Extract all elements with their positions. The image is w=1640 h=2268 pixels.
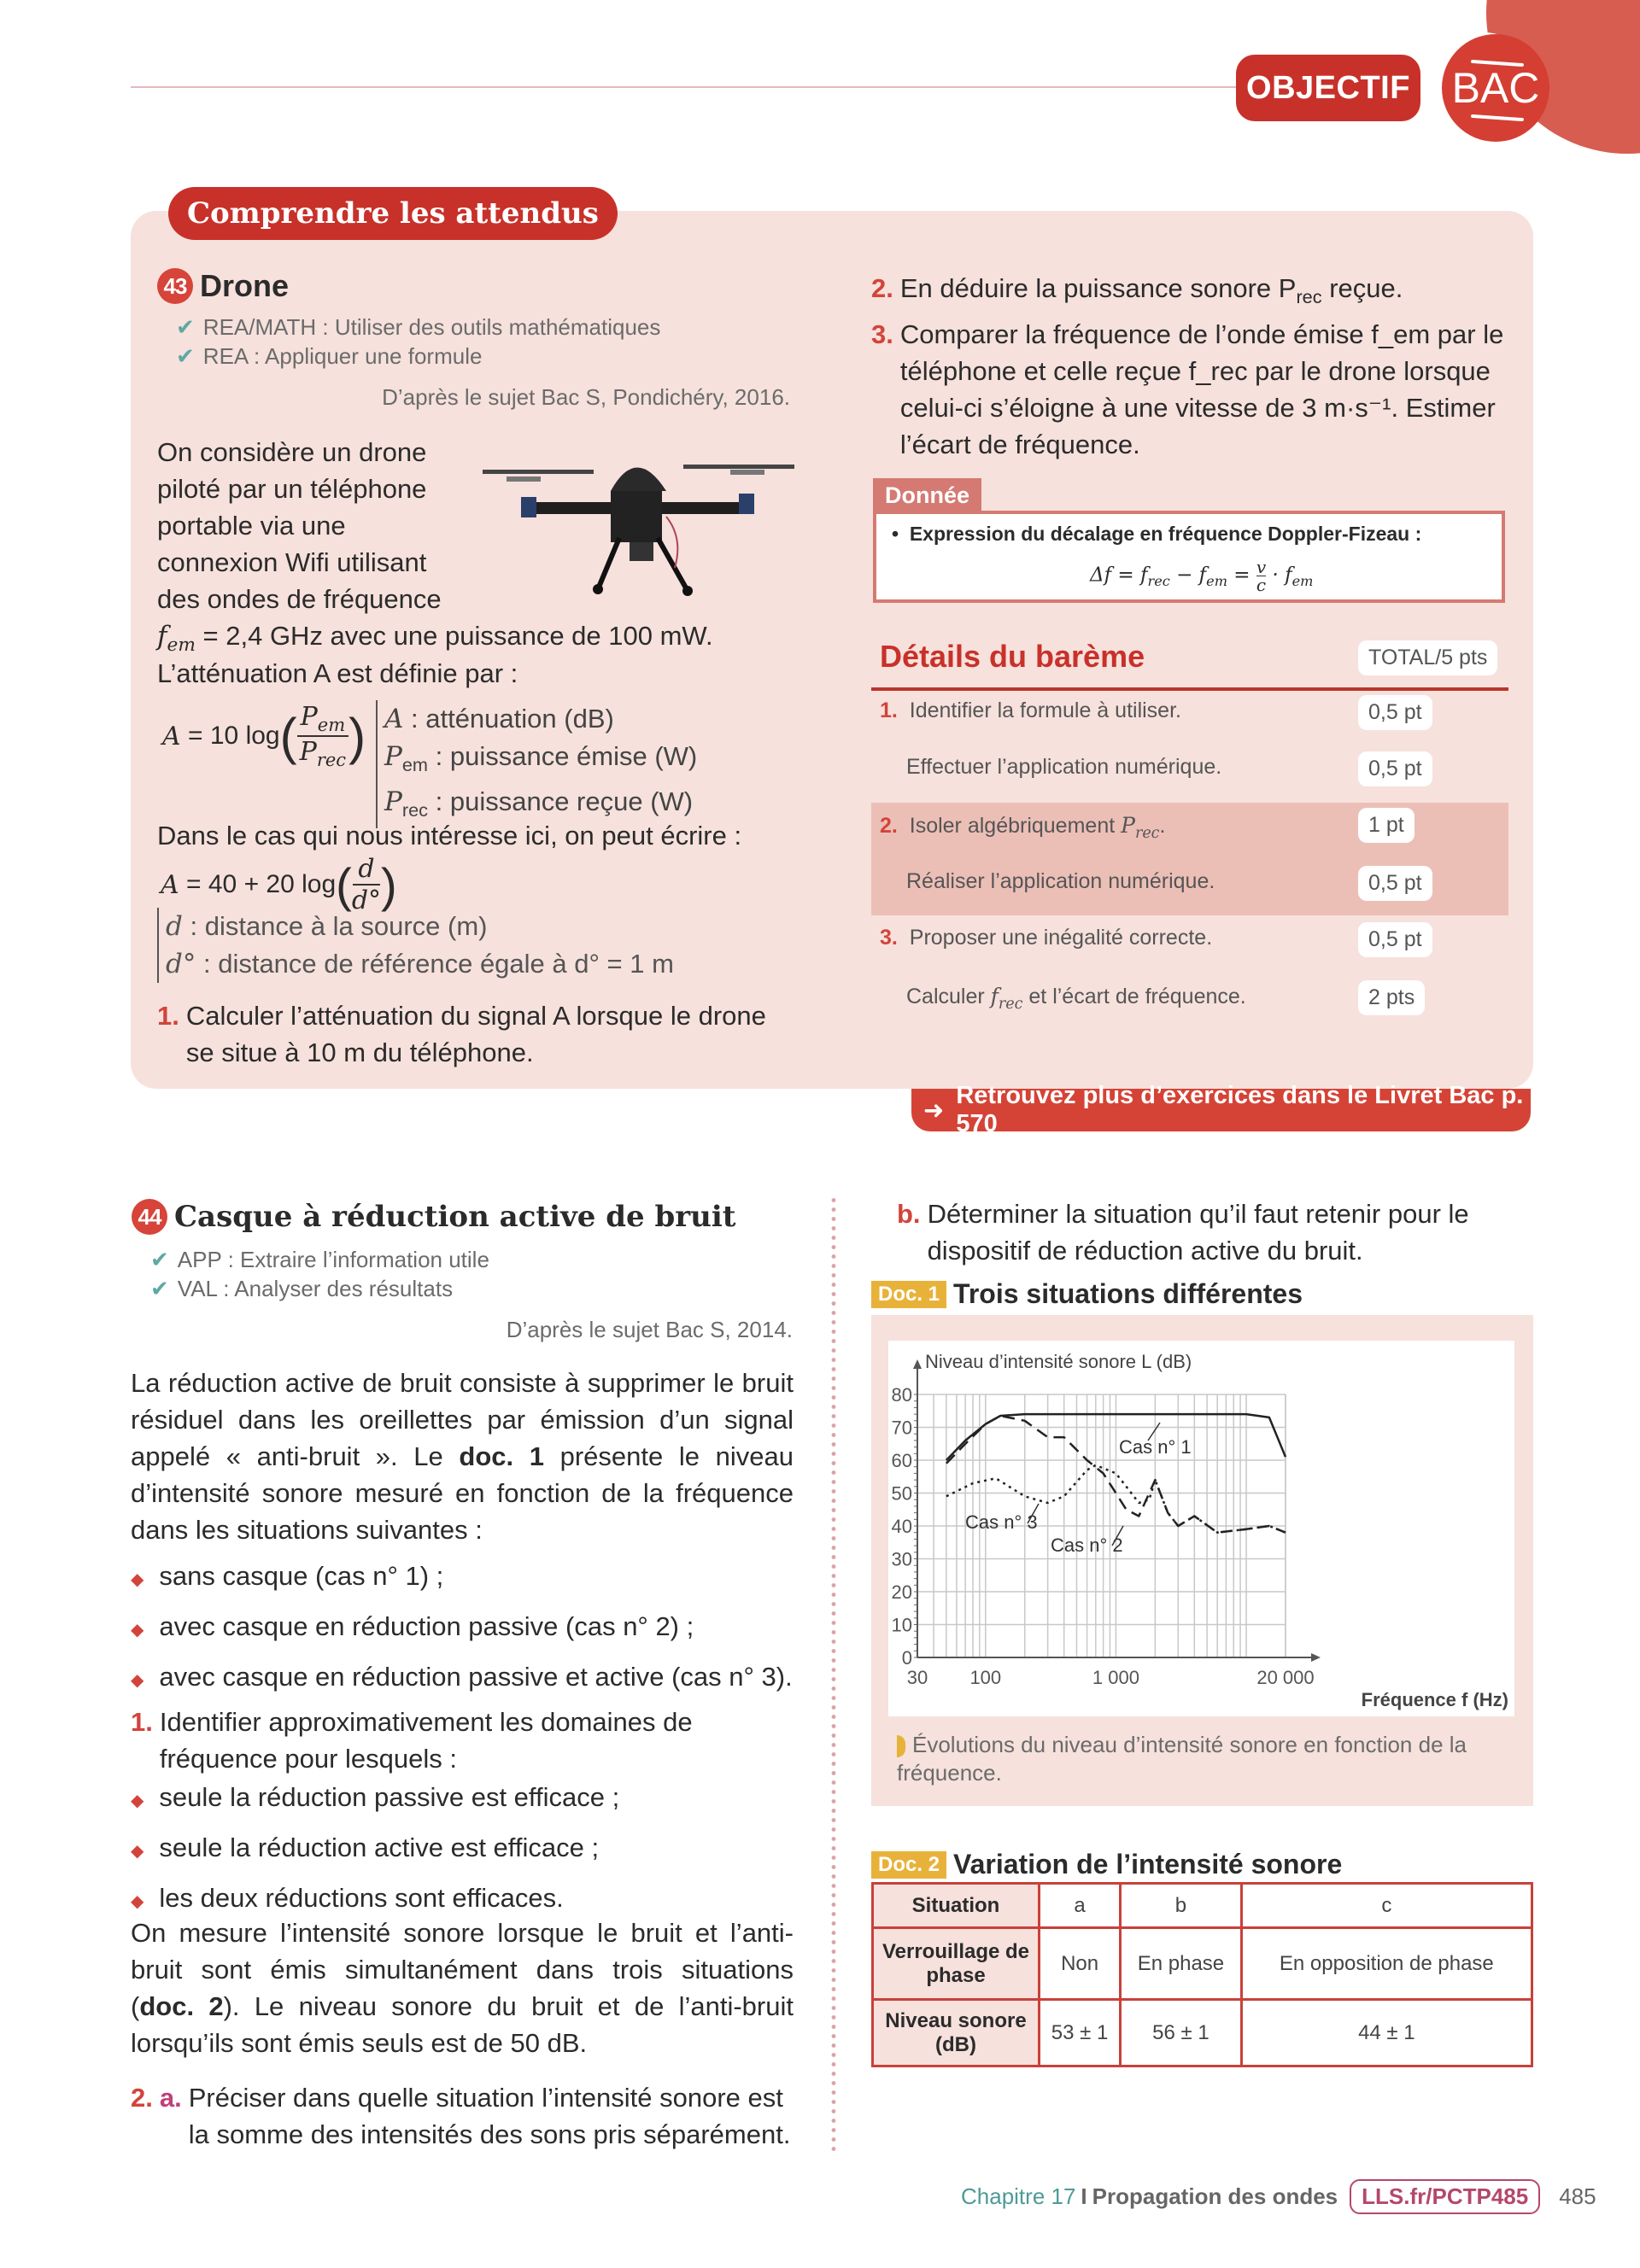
page-footer [961,2179,1596,2214]
bareme-row: Calculer $f_{rec}$ et l’écart de fréquence. [906,984,1246,1013]
formula-attenuation-legend: A : atténuation (dB) $P_{em}$ : puissance émise (W) $P_{rec}$ : puissance reçue (W) [376,700,697,828]
question-2: 2. En déduire la puissance sonore $P_{rec}$ reçue. [871,273,1403,308]
header-rule [131,86,1241,88]
donnee-box [873,511,1505,603]
y-axis-arrow-icon [913,1359,922,1369]
lls-link[interactable]: LLS.fr/PCTP485 [1350,2179,1540,2214]
check-icon: ✔ [176,314,195,340]
caption-marker-icon [897,1735,905,1757]
svg-text:30: 30 [891,1548,912,1570]
bullet-icon: ◆ [131,1570,144,1589]
column-separator [831,1195,836,2152]
skill-item: ✔ REA/MATH : Utiliser des outils mathématiques [176,314,661,340]
doc-title: Trois situations différentes [953,1278,1303,1309]
sound-level-chart [888,1341,1514,1716]
bac-seal-icon [1442,34,1549,142]
skill-item: ✔ APP : Extraire l’information utile [150,1247,489,1272]
skill-list [150,1245,489,1303]
table-row: Situation a b c [873,1884,1532,1928]
list-item: ◆ avec casque en réduction passive (cas n° 2) ; [131,1611,694,1641]
list-item: ◆ avec casque en réduction passive et active (cas n° 3). [131,1662,793,1692]
table-row: Verrouillage de phase Non En phase En opposition de phase [873,1928,1532,2000]
measure-text: On mesure l’intensité sonore lorsque le bruit et l’anti-bruit sont émis simultanément dans trois situations (doc. 2). Le niveau sonore du bruit et de l’anti-bruit lorsqu’ils sont émis seuls est de 50 dB. [131,1918,794,2058]
svg-text:70: 70 [891,1417,912,1439]
annotation-cas-1: Cas n° 1 [1119,1436,1192,1458]
svg-text:60: 60 [891,1450,912,1471]
formula-distance: A = 40 + 20 log ( d d° ) [161,854,397,915]
exercise-number-badge: 43 [157,268,193,304]
section-tab: Comprendre les attendus [168,187,618,240]
svg-text:80: 80 [891,1384,912,1406]
exercise-title: Drone [200,268,290,303]
bac-seal-label: BAC [1451,64,1540,112]
bullet-icon: ◆ [131,1792,144,1810]
question-3: 3. Comparer la fréquence de l’onde émise f_em par le téléphone et celle reçue f_rec par le drone lorsque celui-ci s’éloigne à une vitesse de 3 m·s⁻¹. Estimer l’écart de fréquence. [871,319,1504,459]
arrow-right-icon: ➜ [923,1096,945,1125]
formula-distance-legend: d : distance à la source (m) d° : distance de référence égale à d° = 1 m [157,908,674,983]
svg-text:40: 40 [891,1516,912,1537]
bac-seal-bar [1471,114,1524,121]
attenuation-definition: L’atténuation A est définie par : [157,658,518,688]
exercise-number-badge: 44 [132,1199,167,1235]
bareme-points: 0,5 pt [1358,751,1432,786]
bareme-total: TOTAL/5 pts [1358,640,1497,675]
intro-text: On considère un drone piloté par un téléphone portable via une connexion Wifi utilisant des ondes de fréquence [157,437,442,614]
skill-list [176,313,660,371]
table-row: Niveau sonore (dB) 53 ± 1 56 ± 1 44 ± 1 [873,2000,1532,2066]
bullet-icon: ◆ [131,1621,144,1640]
doc2-header [871,1849,1342,1880]
doppler-formula: $\Delta f = f_{rec} - f_{em}$ = $\frac{v}{c}$ · $f_{em}$ [1090,557,1314,595]
doc-title: Variation de l’intensité sonore [953,1849,1343,1879]
bareme-rule [871,687,1508,691]
check-icon: ✔ [176,343,195,369]
svg-text:30: 30 [906,1667,928,1688]
list-item: ◆ sans casque (cas n° 1) ; [131,1561,444,1591]
bareme-row: 2. Isoler algébriquement $P_{rec}$. [880,813,1166,842]
svg-text:50: 50 [891,1482,912,1505]
source-citation: D’après le sujet Bac S, 2014. [506,1317,793,1342]
doc2-table [871,1882,1533,2067]
chart-caption: Évolutions du niveau d’intensité sonore en fonction de la fréquence. [897,1732,1467,1786]
annotation-cas-2: Cas n° 2 [1051,1534,1123,1556]
x-axis-ticks [907,1667,1315,1688]
bullet-icon: ◆ [131,1671,144,1690]
annotation-cas-3: Cas n° 3 [965,1511,1038,1533]
frequency-line: $f_{em} = 2,4$ GHz avec une puissance de 100 mW. [157,621,713,657]
skill-item: ✔ VAL : Analyser des résultats [150,1276,454,1301]
doc1-header [871,1278,1303,1310]
cases-list [131,1558,805,1699]
more-exercises-link[interactable]: ➜ Retrouvez plus d’exercices dans le Livret Bac p. 570 [911,1089,1531,1131]
case-text: Dans le cas qui nous intéresse ici, on peut écrire : [157,821,742,850]
skill-item: ✔ REA : Appliquer une formule [176,343,483,369]
bullet-icon: ◆ [131,1892,144,1911]
list-item: ◆ seule la réduction passive est efficace ; [131,1782,620,1812]
exercise-title: Casque à réduction active de bruit [174,1200,736,1234]
donnee-item: • Expression du décalage en fréquence Doppler-Fizeau : [892,523,1422,545]
doc-tag: Doc. 1 [871,1281,946,1308]
svg-text:100: 100 [969,1667,1002,1688]
intro-text: La réduction active de bruit consiste à supprimer le bruit résiduel dans les oreillettes par émission d’un signal appelé « anti-bruit ». Le doc. 1 présente le niveau d’intensité sonore mesuré en fonction de la fréquence dans les situations suivantes : [131,1368,794,1545]
list-item: ◆ les deux réductions sont efficaces. [131,1883,564,1913]
fraction: d d° [351,854,382,915]
exercise-43-header [157,268,289,304]
page-number: 485 [1559,2183,1596,2209]
check-icon: ✔ [150,1276,169,1301]
svg-text:1 000: 1 000 [1092,1667,1139,1688]
footer-separator: I [1081,2183,1087,2209]
bareme-points: 0,5 pt [1358,922,1432,957]
svg-text:10: 10 [891,1614,912,1636]
bareme-points: 0,5 pt [1358,866,1432,901]
exercise-44-header [132,1199,736,1235]
y-axis-ticks [892,1384,912,1669]
question-2a: 2. a. Préciser dans quelle situation l’intensité sonore est la somme des intensités des sons pris séparément. [131,2083,791,2149]
doc-tag: Doc. 2 [871,1851,946,1879]
chapter-title: Propagation des ondes [1092,2183,1338,2209]
bareme-points: 0,5 pt [1358,695,1432,730]
source-citation: D’après le sujet Bac S, Pondichéry, 2016. [382,384,790,410]
bareme-title: Détails du barème [880,639,1145,674]
bareme-row: Effectuer l’application numérique. [906,755,1222,779]
y-axis-label: Niveau d’intensité sonore L (dB) [925,1351,1192,1372]
svg-text:20: 20 [891,1581,912,1603]
fraction: $P_{em}$ $P_{rec}$ [297,702,349,770]
bareme-row: 3. Proposer une inégalité correcte. [880,926,1213,950]
bareme-row: 1. Identifier la formule à utiliser. [880,699,1181,722]
objectif-badge: OBJECTIF [1236,55,1420,121]
q1-items [131,1779,805,1920]
bareme-points: 2 pts [1358,980,1425,1015]
question-1: 1. Calculer l’atténuation du signal A lorsque le drone se situe à 10 m du téléphone. [157,1001,766,1067]
chapter-label: Chapitre 17 [961,2183,1076,2209]
bullet-icon: ◆ [131,1842,144,1861]
x-axis-label: Fréquence f (Hz) [1361,1689,1508,1710]
formula-attenuation: A = 10 log ( $P_{em}$ $P_{rec}$ ) [162,702,366,770]
question-1: 1. Identifier approximativement les domaines de fréquence pour lesquels : [131,1707,693,1774]
bareme-points: 1 pt [1358,808,1414,843]
svg-text:20 000: 20 000 [1256,1667,1315,1688]
svg-text:0: 0 [901,1647,912,1669]
check-icon: ✔ [150,1247,169,1272]
x-axis-arrow-icon [1311,1653,1321,1662]
list-item: ◆ seule la réduction active est efficace ; [131,1833,600,1862]
bareme-row: Réaliser l’application numérique. [906,869,1215,893]
drone-image [483,444,794,606]
donnee-label: Donnée [873,478,981,512]
question-2b: b. Déterminer la situation qu’il faut retenir pour le dispositif de réduction active du bruit. [897,1199,1469,1266]
